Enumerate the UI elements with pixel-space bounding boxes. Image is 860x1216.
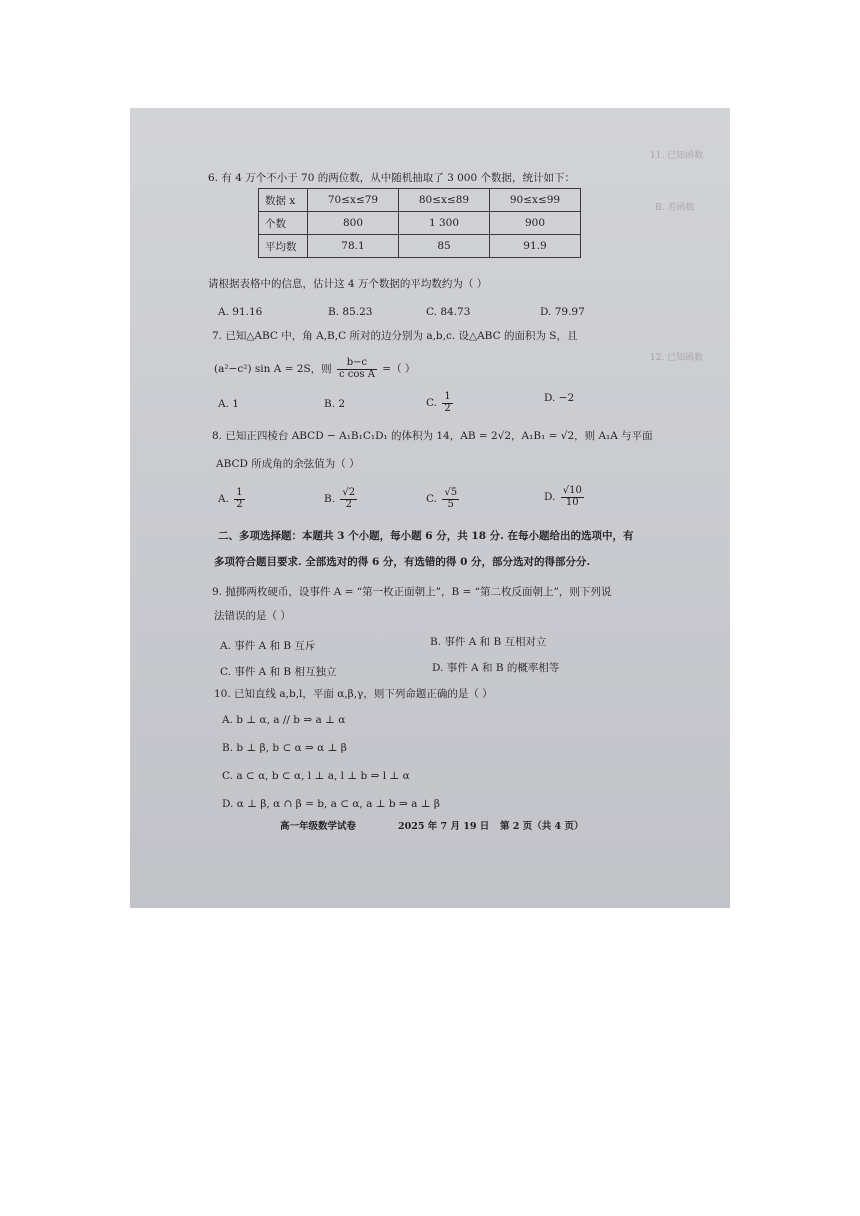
fraction-denominator: 2 xyxy=(345,498,352,510)
table-cell: 80≤x≤89 xyxy=(399,189,490,212)
q7-equation xyxy=(214,358,415,380)
table-cell: 85 xyxy=(399,235,490,258)
q7-option-a: A. 1 xyxy=(218,398,239,410)
section2-heading-line1: 二、多项选择题：本题共 3 个小题，每小题 6 分，共 18 分. 在每小题给出的选项中，有 xyxy=(218,530,634,542)
table-cell: 91.9 xyxy=(490,235,581,258)
footer-page-number: 第 2 页（共 4 页） xyxy=(500,821,584,832)
fraction-numerator: √2 xyxy=(342,487,356,498)
bleed-through-text: 12. 已知函数 xyxy=(650,353,704,363)
table-cell: 1 300 xyxy=(399,212,490,235)
fraction-numerator: √5 xyxy=(444,487,458,498)
q9-line1: 9. 抛掷两枚硬币，设事件 A = “第一枚正面朝上”，B = “第二枚反面朝上”，则下列说 xyxy=(212,586,612,598)
q10-option-b: B. b ⊥ β, b ⊂ α ⇒ α ⊥ β xyxy=(222,742,347,754)
q7-option-d: D. −2 xyxy=(544,392,575,404)
table-cell: 70≤x≤79 xyxy=(308,189,399,212)
q10-option-a: A. b ⊥ α, a // b ⇒ a ⊥ α xyxy=(222,714,346,726)
q7-fraction-numerator: b−c xyxy=(337,358,377,370)
q8-line2: ABCD 所成角的余弦值为（ ） xyxy=(216,458,360,470)
fraction-denominator: 5 xyxy=(447,498,454,510)
table-row xyxy=(259,212,581,235)
table-row xyxy=(259,189,581,212)
table-cell: 90≤x≤99 xyxy=(490,189,581,212)
q7-equation-left: (a²−c²) sin A = 2S，则 xyxy=(214,363,332,375)
q6-option-d: D. 79.97 xyxy=(540,306,585,318)
q8-option-b xyxy=(324,488,359,510)
q7-stem: 7. 已知△ABC 中，角 A,B,C 所对的边分别为 a,b,c. 设△ABC 的面积为 S，且 xyxy=(212,330,578,342)
option-label: A. xyxy=(218,493,229,505)
table-cell: 数据 x xyxy=(259,189,308,212)
table-cell: 800 xyxy=(308,212,399,235)
table-cell: 900 xyxy=(490,212,581,235)
footer-subject: 高一年级数学试卷 xyxy=(280,821,357,832)
fraction-denominator: 10 xyxy=(565,496,579,508)
q9-line2: 法错误的是（ ） xyxy=(214,610,291,622)
q10-option-c: C. a ⊂ α, b ⊂ α, l ⊥ a, l ⊥ b ⇒ l ⊥ α xyxy=(222,770,410,782)
fraction-numerator: 1 xyxy=(444,391,451,402)
q10-option-d: D. α ⊥ β, α ∩ β = b, a ⊂ α, a ⊥ b ⇒ a ⊥ β xyxy=(222,798,440,810)
fraction-numerator: √10 xyxy=(562,485,582,496)
option-label: D. xyxy=(544,491,556,503)
fraction-denominator: 2 xyxy=(444,402,451,414)
q9-option-c: C. 事件 A 和 B 相互独立 xyxy=(220,666,337,678)
q9-option-b: B. 事件 A 和 B 互相对立 xyxy=(430,636,547,648)
q7-fraction xyxy=(337,358,377,380)
q7-equation-right: =（ ） xyxy=(382,363,416,375)
q6-option-b: B. 85.23 xyxy=(328,306,373,318)
q7-option-c xyxy=(426,392,455,414)
option-fraction xyxy=(340,488,357,510)
q9-option-d: D. 事件 A 和 B 的概率相等 xyxy=(432,662,560,674)
q6-option-a: A. 91.16 xyxy=(218,306,263,318)
table-row xyxy=(259,235,581,258)
table-cell: 平均数 xyxy=(259,235,308,258)
section2-heading-line2: 多项符合题目要求. 全部选对的得 6 分，有选错的得 0 分，部分选对的得部分分. xyxy=(214,556,591,568)
option-fraction xyxy=(561,486,584,508)
table-cell: 78.1 xyxy=(308,235,399,258)
q6-stem: 6. 有 4 万个不小于 70 的两位数，从中随机抽取了 3 000 个数据，统计如下： xyxy=(208,172,575,184)
option-fraction xyxy=(442,488,459,510)
q7-fraction-denominator: c cos A xyxy=(339,368,375,380)
q6-data-table xyxy=(258,188,581,258)
q8-option-c xyxy=(426,488,461,510)
exam-page-photo xyxy=(130,108,730,908)
q7-option-c-label: C. xyxy=(426,397,437,409)
q7-option-c-fraction xyxy=(442,392,452,414)
fraction-numerator: 1 xyxy=(236,487,243,498)
bleed-through-text: 11. 已知函数 xyxy=(650,151,704,161)
option-label: C. xyxy=(426,493,437,505)
option-label: B. xyxy=(324,493,336,505)
table-cell: 个数 xyxy=(259,212,308,235)
bleed-through-text: B. 若函数 xyxy=(655,203,695,213)
footer-date: 2025 年 7 月 19 日 xyxy=(398,821,490,832)
q8-line1: 8. 已知正四棱台 ABCD − A₁B₁C₁D₁ 的体积为 14，AB = 2√2，A₁B₁ = √2，则 A₁A 与平面 xyxy=(212,430,653,442)
q8-option-a xyxy=(218,488,247,510)
q9-option-a: A. 事件 A 和 B 互斥 xyxy=(220,640,316,652)
q6-question: 请根据表格中的信息，估计这 4 万个数据的平均数约为（ ） xyxy=(208,278,488,290)
q10-stem: 10. 已知直线 a,b,l，平面 α,β,γ，则下列命题正确的是（ ） xyxy=(214,688,493,700)
q8-option-d xyxy=(544,486,586,508)
q6-option-c: C. 84.73 xyxy=(426,306,471,318)
fraction-denominator: 2 xyxy=(236,498,243,510)
option-fraction xyxy=(234,488,244,510)
q7-option-b: B. 2 xyxy=(324,398,346,410)
